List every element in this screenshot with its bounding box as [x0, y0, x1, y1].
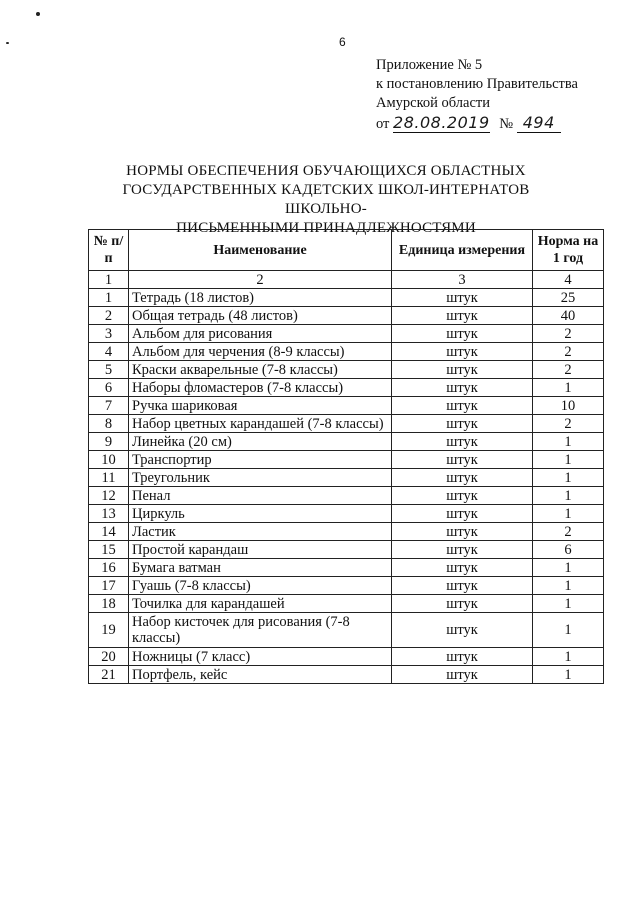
appendix-title: Приложение № 5	[376, 57, 483, 73]
handwritten-date: 28.08.2019	[393, 113, 490, 132]
header-num: № п/п	[89, 230, 129, 271]
row-number: 20	[89, 648, 129, 666]
item-name: Ластик	[129, 523, 392, 541]
item-unit: штук	[392, 307, 533, 325]
title-line: НОРМЫ ОБЕСПЕЧЕНИЯ ОБУЧАЮЩИХСЯ ОБЛАСТНЫХ	[126, 163, 526, 179]
row-number: 19	[89, 613, 129, 648]
item-norm: 2	[533, 325, 604, 343]
item-norm: 1	[533, 613, 604, 648]
item-name: Простой карандаш	[129, 541, 392, 559]
item-norm: 2	[533, 343, 604, 361]
table-row	[89, 379, 604, 397]
item-unit: штук	[392, 577, 533, 595]
item-unit: штук	[392, 595, 533, 613]
row-number: 5	[89, 361, 129, 379]
appendix-header	[376, 56, 578, 134]
item-norm: 1	[533, 595, 604, 613]
item-norm: 2	[533, 361, 604, 379]
item-unit: штук	[392, 325, 533, 343]
row-number: 13	[89, 505, 129, 523]
item-unit: штук	[392, 343, 533, 361]
item-norm: 1	[533, 379, 604, 397]
row-number: 9	[89, 433, 129, 451]
item-name: Пенал	[129, 487, 392, 505]
item-name: Альбом для черчения (8-9 классы)	[129, 343, 392, 361]
item-norm: 1	[533, 433, 604, 451]
row-number: 16	[89, 559, 129, 577]
item-name: Набор цветных карандашей (7-8 классы)	[129, 415, 392, 433]
from-label: от	[376, 116, 390, 132]
document-title	[100, 162, 552, 238]
table-row	[89, 397, 604, 415]
row-number: 14	[89, 523, 129, 541]
item-norm: 1	[533, 577, 604, 595]
table-row	[89, 451, 604, 469]
item-name: Точилка для карандашей	[129, 595, 392, 613]
item-unit: штук	[392, 361, 533, 379]
item-name: Бумага ватман	[129, 559, 392, 577]
row-number: 12	[89, 487, 129, 505]
item-name: Краски акварельные (7-8 классы)	[129, 361, 392, 379]
item-name: Ножницы (7 класс)	[129, 648, 392, 666]
table-row	[89, 577, 604, 595]
item-unit: штук	[392, 433, 533, 451]
table-row	[89, 325, 604, 343]
header-norm: Норма на 1 год	[533, 230, 604, 271]
row-number: 6	[89, 379, 129, 397]
table-row	[89, 595, 604, 613]
item-unit: штук	[392, 523, 533, 541]
handwritten-number: 494	[517, 113, 561, 133]
row-number: 3	[89, 325, 129, 343]
item-name: Альбом для рисования	[129, 325, 392, 343]
row-number: 10	[89, 451, 129, 469]
appendix-resolution: к постановлению Правительства	[376, 76, 578, 92]
item-norm: 2	[533, 415, 604, 433]
column-number: 3	[392, 271, 533, 289]
column-number: 4	[533, 271, 604, 289]
item-norm: 6	[533, 541, 604, 559]
item-unit: штук	[392, 666, 533, 684]
table-row	[89, 541, 604, 559]
row-number: 1	[89, 289, 129, 307]
table-row	[89, 307, 604, 325]
item-name: Циркуль	[129, 505, 392, 523]
item-norm: 1	[533, 648, 604, 666]
scan-speck	[6, 42, 9, 44]
item-unit: штук	[392, 559, 533, 577]
item-unit: штук	[392, 289, 533, 307]
item-unit: штук	[392, 451, 533, 469]
page-number: 6	[339, 35, 346, 49]
appendix-region: Амурской области	[376, 95, 490, 111]
table-row	[89, 361, 604, 379]
item-norm: 10	[533, 397, 604, 415]
item-unit: штук	[392, 505, 533, 523]
header-name: Наименование	[129, 230, 392, 271]
item-unit: штук	[392, 415, 533, 433]
row-number: 21	[89, 666, 129, 684]
item-norm: 40	[533, 307, 604, 325]
item-name: Набор кисточек для рисования (7-8 классы)	[129, 613, 392, 648]
column-number: 1	[89, 271, 129, 289]
row-number: 15	[89, 541, 129, 559]
table-row	[89, 559, 604, 577]
item-norm: 1	[533, 505, 604, 523]
item-name: Тетрадь (18 листов)	[129, 289, 392, 307]
item-name: Транспортир	[129, 451, 392, 469]
item-unit: штук	[392, 648, 533, 666]
item-name: Линейка (20 см)	[129, 433, 392, 451]
table-row	[89, 523, 604, 541]
item-unit: штук	[392, 541, 533, 559]
item-unit: штук	[392, 613, 533, 648]
item-name: Треугольник	[129, 469, 392, 487]
item-name: Гуашь (7-8 классы)	[129, 577, 392, 595]
table-row	[89, 469, 604, 487]
column-number: 2	[129, 271, 392, 289]
number-label: №	[499, 116, 514, 132]
item-norm: 1	[533, 666, 604, 684]
title-line: ГОСУДАРСТВЕННЫХ КАДЕТСКИХ ШКОЛ-ИНТЕРНАТОВ ШКОЛЬНО-	[122, 182, 530, 217]
row-number: 7	[89, 397, 129, 415]
table-row	[89, 433, 604, 451]
appendix-date-line	[376, 113, 578, 134]
table-row	[89, 343, 604, 361]
title-line: ПИСЬМЕННЫМИ ПРИНАДЛЕЖНОСТЯМИ	[176, 220, 476, 236]
row-number: 4	[89, 343, 129, 361]
item-norm: 1	[533, 487, 604, 505]
scan-speck	[36, 12, 40, 16]
item-norm: 1	[533, 451, 604, 469]
row-number: 8	[89, 415, 129, 433]
table-row	[89, 487, 604, 505]
table-row	[89, 613, 604, 648]
table-row	[89, 666, 604, 684]
item-name: Ручка шариковая	[129, 397, 392, 415]
row-number: 17	[89, 577, 129, 595]
row-number: 2	[89, 307, 129, 325]
item-unit: штук	[392, 487, 533, 505]
table-header-row	[89, 230, 604, 271]
item-norm: 1	[533, 469, 604, 487]
table-row	[89, 648, 604, 666]
norms-table	[88, 229, 604, 684]
item-norm: 2	[533, 523, 604, 541]
item-norm: 25	[533, 289, 604, 307]
item-name: Портфель, кейс	[129, 666, 392, 684]
item-unit: штук	[392, 379, 533, 397]
header-unit: Единица измерения	[392, 230, 533, 271]
row-number: 11	[89, 469, 129, 487]
item-unit: штук	[392, 469, 533, 487]
table-row	[89, 415, 604, 433]
item-name: Общая тетрадь (48 листов)	[129, 307, 392, 325]
table-row	[89, 289, 604, 307]
item-unit: штук	[392, 397, 533, 415]
item-name: Наборы фломастеров (7-8 классы)	[129, 379, 392, 397]
row-number: 18	[89, 595, 129, 613]
table-row	[89, 505, 604, 523]
item-norm: 1	[533, 559, 604, 577]
column-number-row	[89, 271, 604, 289]
